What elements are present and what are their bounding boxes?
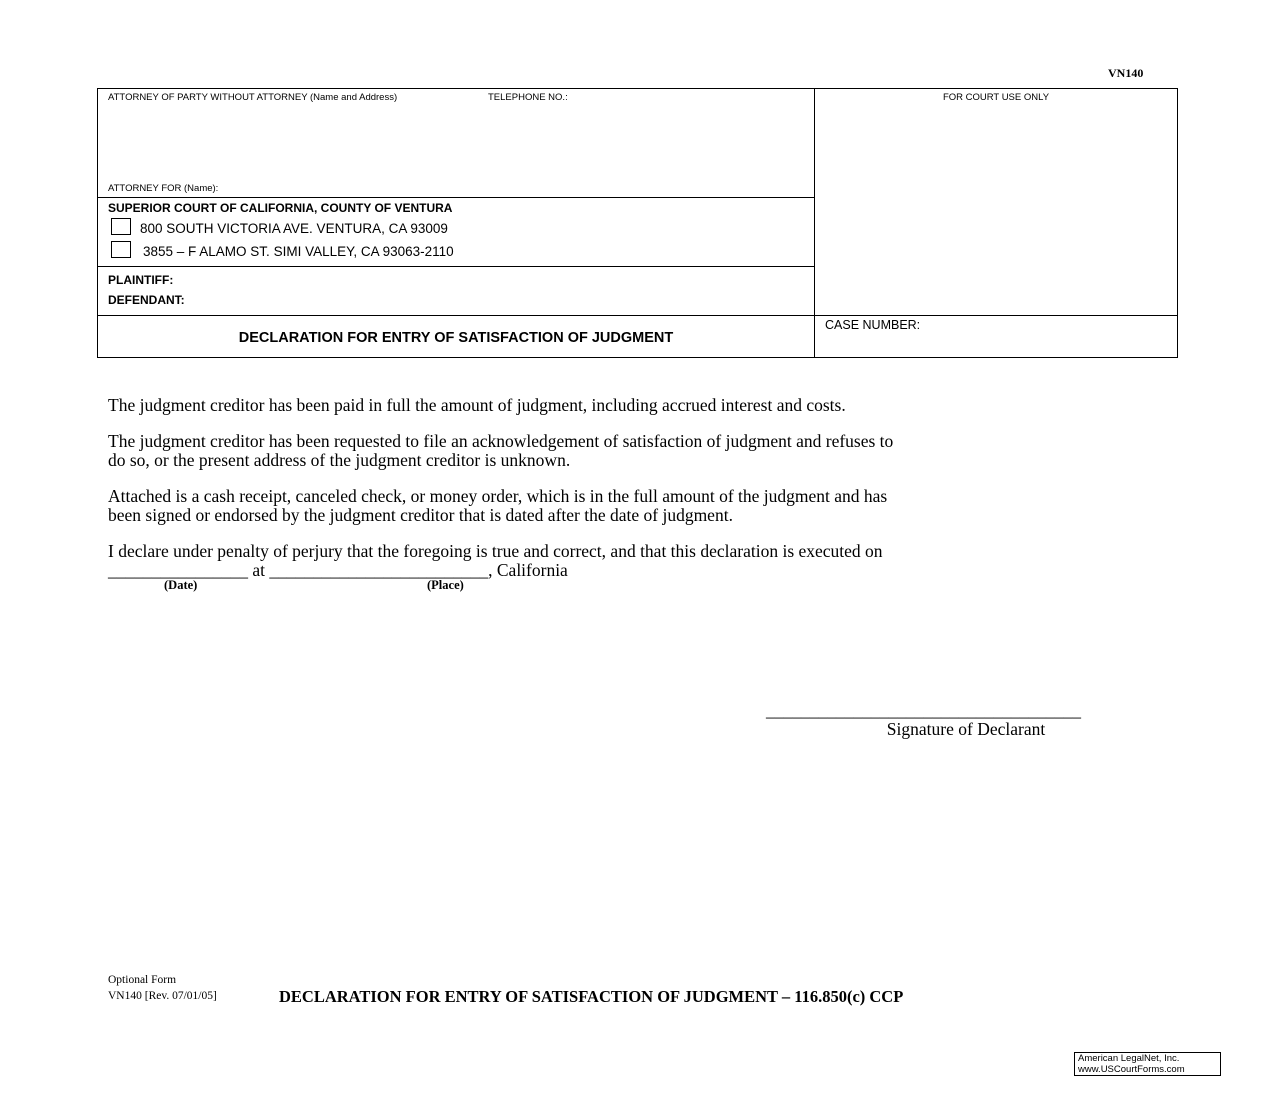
paragraph-paid-in-full: The judgment creditor has been paid in full the amount of judgment, including accrued interest and costs.	[108, 395, 846, 415]
declaration-line-1: I declare under penalty of perjury that the foregoing is true and correct, and that this declaration is executed on	[108, 541, 883, 561]
court-address-ventura: 800 SOUTH VICTORIA AVE. VENTURA, CA 93009	[140, 221, 448, 236]
telephone-label: TELEPHONE NO.:	[488, 92, 568, 103]
publisher-url[interactable]: www.USCourtForms.com	[1078, 1063, 1185, 1075]
signature-field[interactable]	[766, 700, 1166, 720]
declaration-line-2: ________________ at _________________________, California	[108, 560, 568, 580]
court-name: SUPERIOR COURT OF CALIFORNIA, COUNTY OF VENTURA	[108, 201, 453, 215]
revision-label: VN140 [Rev. 07/01/05]	[108, 990, 217, 1002]
plaintiff-label: PLAINTIFF:	[108, 273, 174, 287]
place-caption: (Place)	[427, 578, 464, 592]
optional-form-label: Optional Form	[108, 974, 177, 986]
paragraph-refuses-line-2: do so, or the present address of the judgment creditor is unknown.	[108, 450, 571, 470]
attorney-label: ATTORNEY OF PARTY WITHOUT ATTORNEY (Name and Address)	[108, 92, 398, 103]
paragraph-attached-line-2: been signed or endorsed by the judgment creditor that is dated after the date of judgment.	[108, 505, 733, 525]
footer-title: DECLARATION FOR ENTRY OF SATISFACTION OF JUDGMENT – 116.850(c) CCP	[279, 987, 904, 1006]
case-number-label: CASE NUMBER:	[825, 318, 921, 332]
signature-line: ____________________________________	[766, 700, 1081, 720]
document-title: DECLARATION FOR ENTRY OF SATISFACTION OF JUDGMENT	[238, 330, 674, 346]
column-divider	[814, 89, 815, 357]
signature-caption: Signature of Declarant	[886, 719, 1046, 739]
date-caption: (Date)	[164, 578, 198, 592]
divider-court	[98, 266, 814, 267]
case-number-field[interactable]	[820, 334, 1172, 354]
form-id: VN140	[1108, 66, 1144, 80]
divider-title	[98, 315, 1177, 316]
checkbox-simi-valley[interactable]	[111, 241, 131, 258]
paragraph-attached-line-1: Attached is a cash receipt, canceled check, or money order, which is in the full amount of the judgment and has	[108, 486, 888, 506]
publisher-name: American LegalNet, Inc.	[1078, 1053, 1180, 1064]
divider-attorney	[98, 197, 814, 198]
attorney-name-address-field[interactable]	[100, 106, 808, 178]
court-use-label: FOR COURT USE ONLY	[942, 92, 1050, 103]
paragraph-refuses-line-1: The judgment creditor has been requested to file an acknowledgement of satisfaction of judgment and refuses to	[108, 431, 894, 451]
defendant-label: DEFENDANT:	[108, 293, 185, 307]
checkbox-ventura[interactable]	[111, 218, 131, 235]
publisher-box	[1074, 1052, 1221, 1076]
attorney-for-label: ATTORNEY FOR (Name):	[108, 183, 219, 194]
court-address-simi-valley: 3855 – F ALAMO ST. SIMI VALLEY, CA 93063-2110	[143, 244, 454, 259]
